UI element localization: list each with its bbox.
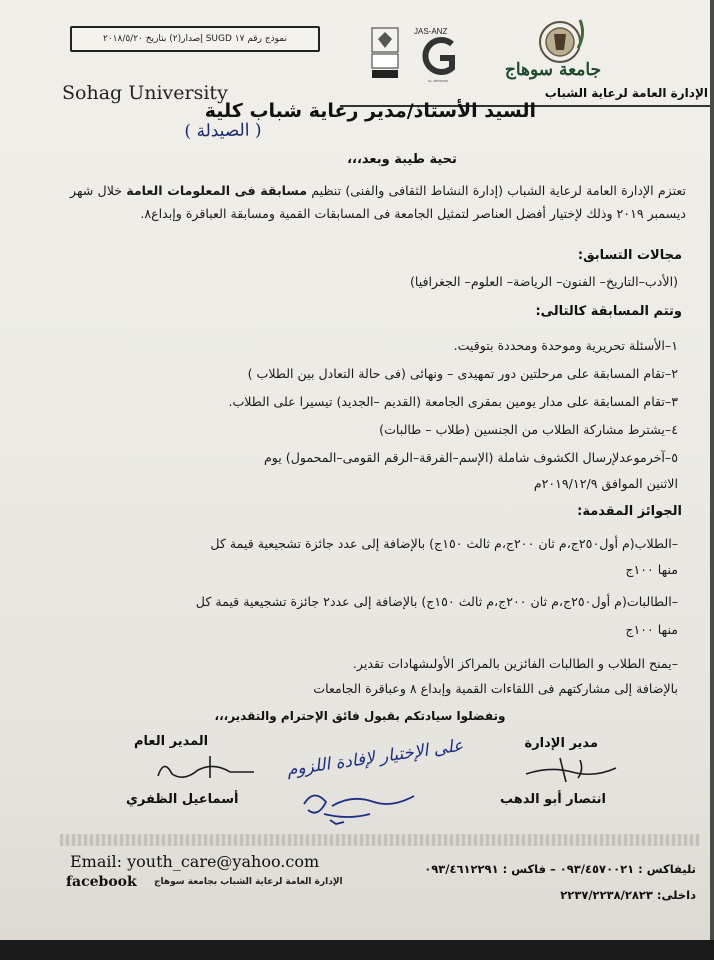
general-director-title: المدير العام <box>134 734 209 749</box>
prizes-heading: الجوائز المقدمة: <box>577 504 682 519</box>
addressee: السيد الأستاذ/مدير رعاية شباب كلية <box>204 100 536 122</box>
intro-paragraph <box>70 180 686 225</box>
footer-email: Email: youth_care@yahoo.com <box>70 852 320 871</box>
closing-line: وتفضلوا سيادتكم بقبول فائق الإحترام والتقدير،،، <box>214 709 506 723</box>
photo-background-edge <box>0 940 714 960</box>
department-name: الإدارة العامة لرعاية الشباب <box>544 86 708 100</box>
prize-line: –الطالبات(م أول٢٥٠ج،م ثان ٢٠٠ج،م ثالث ١٥٠ج) بالإضافة إلى عدد٢ جائزة تشجيعية قيمة كل <box>195 594 678 609</box>
svg-text:No. M6750708: No. M6750708 <box>428 79 448 83</box>
svg-text:JAS-ANZ: JAS-ANZ <box>414 27 448 36</box>
footer-facebook-page: الإدارة العامة لرعاية الشباب بجامعة سوهاج <box>154 877 343 887</box>
jas-anz-logo <box>408 24 468 84</box>
method-heading: وتتم المسابقة كالتالى: <box>535 304 682 319</box>
university-name-arabic: جامعة سوهاج <box>504 60 602 80</box>
rule-item: الاثنين الموافق ٢٠١٩/١٢/٩م <box>533 476 678 491</box>
intro-text-end: خلال شهر ديسمبر ٢٠١٩ وذلك لإختيار أفضل العناصر لتمثيل الجامعة فى المسابقات القمية ومسابقة العباقرة وإبداع٨. <box>70 183 686 221</box>
footer-phone: تليفاكس : ٠٩٣/٤٥٧٠٠٢١ – فاكس : ٠٩٣/٤٦١٢٢٩١ <box>424 862 696 876</box>
director-title: مدير الإدارة <box>524 736 598 751</box>
fields-heading: مجالات التسابق: <box>577 248 682 263</box>
footer-facebook-label: facebook <box>66 874 137 890</box>
footer-divider <box>60 834 700 846</box>
general-director-name: أسماعيل الظفري <box>126 792 239 807</box>
competition-name: مسابقة فى المعلومات العامة <box>126 183 308 198</box>
prize-line: –يمنح الطلاب و الطالبات الفائزين بالمراكز الأولىشهادات تقدير. <box>352 656 678 671</box>
director-name: انتصار أبو الدهب <box>500 792 606 807</box>
director-signature <box>520 752 620 786</box>
handwritten-note: على الإختيار لإفادة اللزوم <box>285 735 465 781</box>
rule-item: ٤–يشترط مشاركة الطلاب من الجنسين (طلاب – طالبات) <box>379 422 678 437</box>
rule-item: ٢–تقام المسابقة على مرحلتين دور تمهيدى – ونهائى (فى حالة التعادل بين الطلاب ) <box>247 366 678 381</box>
aja-certification-logo <box>370 26 400 86</box>
greeting: تحية طيبة وبعد،،، <box>347 152 457 167</box>
rule-item: ١–الأسئلة تحريرية وموحدة ومحددة بتوقيت. <box>453 338 678 353</box>
prize-line: منها ١٠٠ج <box>625 562 678 577</box>
prize-line: منها ١٠٠ج <box>625 622 678 637</box>
rule-item: ٥–آخرموعدلإرسال الكشوف شاملة (الإسم–الفرقة–الرقم القومى–المحمول) يوم <box>263 450 678 465</box>
general-director-signature <box>150 752 260 788</box>
prize-line: –الطلاب(م أول٢٥٠ج،م ثان ٢٠٠ج،م ثالث ١٥٠ج) بالإضافة إلى عدد جائزة تشجيعية قيمة كل <box>210 536 678 551</box>
fields-list: (الأدب–التاريخ– الفنون– الرياضة– العلوم– الجغرافيا) <box>409 274 678 289</box>
prize-line: بالإضافة إلى مشاركتهم فى اللقاءات القمية وإبداع ٨ وعباقرة الجامعات <box>313 681 678 696</box>
reference-box: نموذج رقم ١٧ SUGD إصدار(٢) بتاريخ ٢٠١٨/٥/٢٠ <box>70 26 320 52</box>
faculty-handwritten: ( الصيدلة ) <box>184 120 262 142</box>
intro-text-start: تعتزم الإدارة العامة لرعاية الشباب (إدارة النشاط الثقافى والفنى) تنظيم <box>307 183 687 198</box>
university-name-english: Sohag University <box>62 82 228 104</box>
footer-extension: داخلى: ٢٢٣٧/٢٢٣٨/٢٨٢٣ <box>560 888 696 902</box>
ink-signature-scribble <box>296 784 426 828</box>
rule-item: ٣–تقام المسابقة على مدار يومين بمقرى الجامعة (القديم –الجديد) تيسيرا على الطلاب. <box>228 394 678 409</box>
